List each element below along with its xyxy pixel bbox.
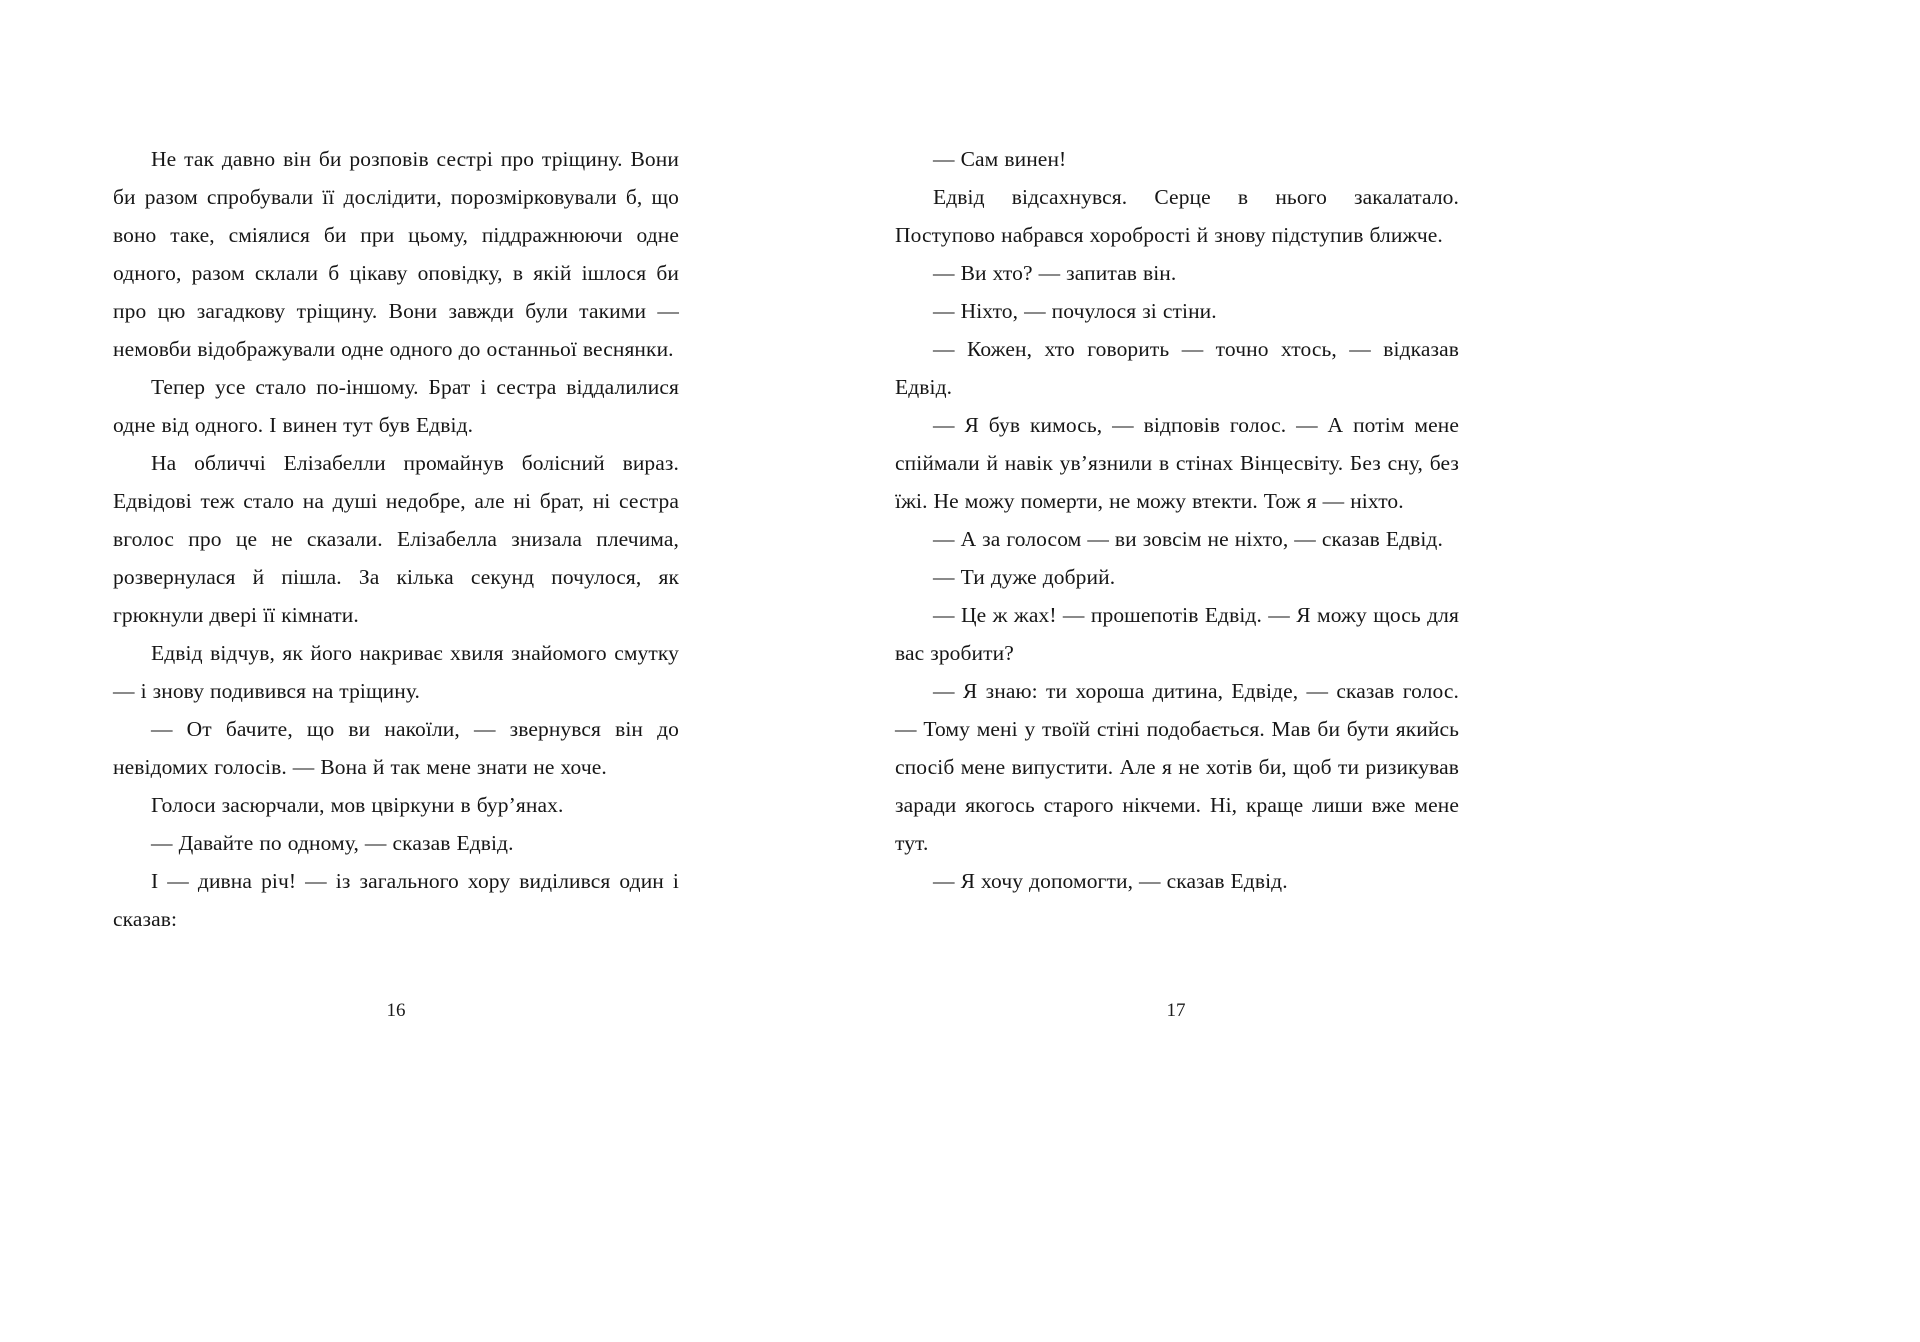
- page-left-text-block: [113, 140, 679, 938]
- paragraph: — Ти дуже добрий.: [933, 565, 1116, 589]
- paragraph: Голоси засюрчали, мов цвіркуни в бур’янах.: [151, 793, 564, 817]
- paragraph: — Кожен, хто говорить — точно хтось, — відказав Едвід.: [895, 337, 1459, 399]
- paragraph: — Це ж жах! — прошепотів Едвід. — Я можу щось для вас зробити?: [895, 603, 1459, 665]
- paragraph: — Я був кимось, — відповів голос. — А потім мене спіймали й навік ув’язнили в стінах Вінцесвіту. Без сну, без їжі. Не можу померти, не можу втекти. Тож я — ніхто.: [895, 413, 1459, 513]
- paragraph: Не так давно він би розповів сестрі про тріщину. Вони би разом спробували її дослідити, порозмірковували б, що воно таке, сміялися би при цьому, піддражнюючи одне одного, разом склали б цікаву оповідку, в якій ішлося би про цю загадкову тріщину. Вони завжди були такими — немовби відображували одне одного до останньої веснянки.: [113, 147, 679, 361]
- paragraph: — А за голосом — ви зовсім не ніхто, — сказав Едвід.: [933, 527, 1443, 551]
- paragraph: Едвід відсахнувся. Серце в нього закалатало. Поступово набрався хоробрості й знову підступив ближче.: [895, 185, 1459, 247]
- paragraph: — От бачите, що ви накоїли, — звернувся він до невідомих голосів. — Вона й так мене знати не хоче.: [113, 717, 679, 779]
- paragraph: — Ви хто? — запитав він.: [933, 261, 1177, 285]
- paragraph: — Сам винен!: [933, 147, 1067, 171]
- paragraph: — Я хочу допомогти, — сказав Едвід.: [933, 869, 1288, 893]
- paragraph: — Давайте по одному, — сказав Едвід.: [151, 831, 514, 855]
- page-number-left: 16: [386, 1000, 406, 1021]
- page-number-right: 17: [1166, 1000, 1186, 1021]
- paragraph: Тепер усе стало по-іншому. Брат і сестра віддалилися одне від одного. І винен тут був Едвід.: [113, 375, 679, 437]
- page-right-text-block: [895, 140, 1459, 900]
- paragraph: — Ніхто, — почулося зі стіни.: [933, 299, 1217, 323]
- paragraph: Едвід відчув, як його накриває хвиля знайомого смутку — і знову подивився на тріщину.: [113, 641, 679, 703]
- paragraph: І — дивна річ! — із загального хору виділився один і сказав:: [113, 869, 679, 931]
- paragraph: — Я знаю: ти хороша дитина, Едвіде, — сказав голос. — Тому мені у твоїй стіні подобається. Мав би бути якийсь спосіб мене випустити. Але я не хотів би, щоб ти ризикував заради якогось старого нікчеми. Ні, краще лиши вже мене тут.: [895, 679, 1459, 855]
- paragraph: На обличчі Елізабелли промайнув болісний вираз. Едвідові теж стало на душі недобре, але ні брат, ні сестра вголос про це не сказали. Елізабелла знизала плечима, розвернулася й пішла. За кілька секунд почулося, як грюкнули двері її кімнати.: [113, 451, 679, 627]
